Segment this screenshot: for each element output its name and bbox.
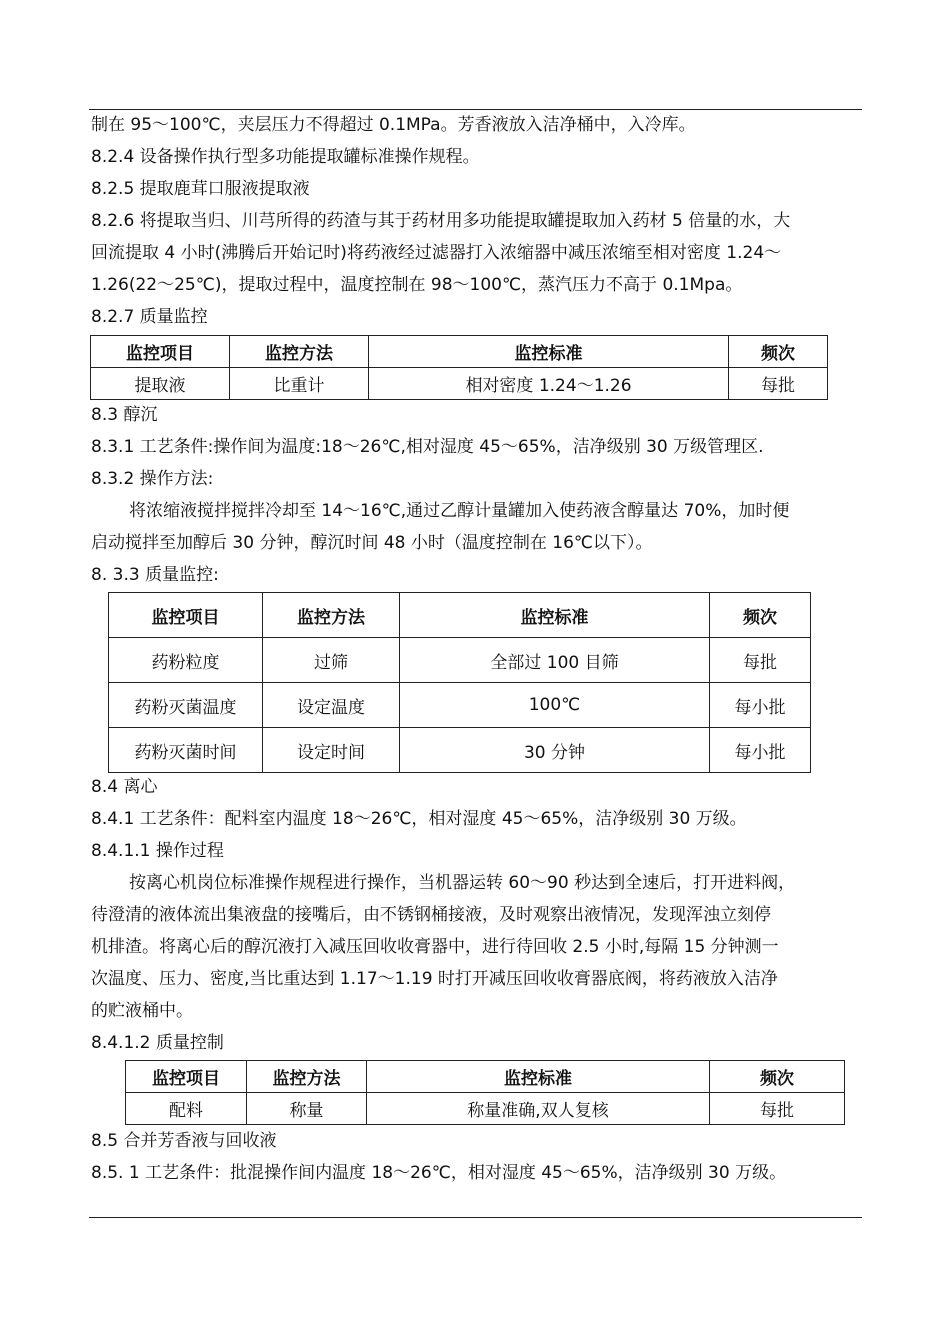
section-8-3-2: 8.3.2 操作方法: (91, 469, 214, 489)
table-cell: 100℃ (400, 683, 710, 728)
section-8-4-1-2: 8.4.1.2 质量控制 (91, 1033, 224, 1053)
section-8-4: 8.4 离心 (91, 777, 158, 797)
table-cell: 过筛 (263, 638, 400, 683)
table-cell: 每小批 (710, 728, 811, 773)
table-cell: 药粉粒度 (109, 638, 263, 683)
table-header: 频次 (710, 1061, 845, 1093)
quality-table-extract (90, 335, 828, 400)
table-header: 监控项目 (91, 336, 230, 368)
table-cell: 配料 (126, 1093, 247, 1125)
table-cell: 每小批 (710, 683, 811, 728)
table-cell: 药粉灭菌温度 (109, 683, 263, 728)
table-cell: 比重计 (230, 368, 369, 400)
table-header: 频次 (710, 593, 811, 638)
table-cell: 设定时间 (263, 728, 400, 773)
text-line: 待澄清的液体流出集液盘的接嘴后，由不锈钢桶接液，及时观察出液情况，发现浑浊立刻停 (91, 905, 771, 925)
table-cell: 提取液 (91, 368, 230, 400)
section-8-2-7: 8.2.7 质量监控 (91, 307, 208, 327)
section-8-3: 8.3 醇沉 (91, 405, 158, 425)
table-header: 监控方法 (230, 336, 369, 368)
table-header: 监控项目 (126, 1061, 247, 1093)
section-8-3-1: 8.3.1 工艺条件:操作间为温度:18～26℃,相对湿度 45～65%，洁净级别 30 万级管理区. (91, 437, 764, 457)
text-line: 按离心机岗位标准操作规程进行操作，当机器运转 60～90 秒达到全速后，打开进料阀， (129, 873, 796, 893)
table-cell: 设定温度 (263, 683, 400, 728)
table-cell: 药粉灭菌时间 (109, 728, 263, 773)
table-cell: 每批 (710, 1093, 845, 1125)
section-8-4-1-1: 8.4.1.1 操作过程 (91, 841, 224, 861)
table-header: 监控标准 (400, 593, 710, 638)
header-rule (89, 109, 862, 110)
section-8-4-1: 8.4.1 工艺条件：配料室内温度 18～26℃，相对湿度 45～65%，洁净级别 30 万级。 (91, 809, 747, 829)
section-8-2-4: 8.2.4 设备操作执行型多功能提取罐标准操作规程。 (91, 147, 480, 167)
table-cell: 称量 (247, 1093, 367, 1125)
table-cell: 30 分钟 (400, 728, 710, 773)
text-line: 制在 95～100℃，夹层压力不得超过 0.1MPa。芳香液放入洁净桶中，入冷库。 (91, 115, 696, 135)
text-line: 将浓缩液搅拌搅拌冷却至 14～16℃,通过乙醇计量罐加入使药液含醇量达 70%，加时便 (129, 501, 790, 521)
section-8-5: 8.5 合并芳香液与回收液 (91, 1131, 277, 1151)
table-cell: 每批 (710, 638, 811, 683)
text-line: 1.26(22～25℃)，提取过程中，温度控制在 98～100℃，蒸汽压力不高于 0.1Mpa。 (91, 275, 743, 295)
table-header: 监控方法 (247, 1061, 367, 1093)
table-header: 频次 (729, 336, 828, 368)
section-8-2-5: 8.2.5 提取鹿茸口服液提取液 (91, 179, 310, 199)
text-line: 启动搅拌至加醇后 30 分钟，醇沉时间 48 小时（温度控制在 16℃以下）。 (91, 533, 653, 553)
section-8-3-3: 8. 3.3 质量监控: (91, 565, 219, 585)
section-8-2-6: 8.2.6 将提取当归、川芎所得的药渣与其于药材用多功能提取罐提取加入药材 5 倍量的水，大 (91, 211, 791, 231)
table-cell: 相对密度 1.24～1.26 (369, 368, 729, 400)
table-header: 监控方法 (263, 593, 400, 638)
section-8-5-1: 8.5. 1 工艺条件：批混操作间内温度 18～26℃，相对湿度 45～65%，洁净级别 30 万级。 (91, 1163, 787, 1183)
quality-table-powder (108, 592, 811, 773)
table-cell: 称量准确,双人复核 (367, 1093, 710, 1125)
text-line: 回流提取 4 小时(沸腾后开始记时)将药液经过滤器打入浓缩器中减压浓缩至相对密度 1.24～ (91, 243, 782, 263)
text-line: 的贮液桶中。 (91, 1001, 193, 1021)
text-line: 机排渣。将离心后的醇沉液打入减压回收收膏器中，进行待回收 2.5 小时,每隔 15 分钟测一 (91, 937, 779, 957)
text-line: 次温度、压力、密度,当比重达到 1.17～1.19 时打开减压回收收膏器底阀，将药液放入洁净 (91, 969, 778, 989)
table-header: 监控标准 (367, 1061, 710, 1093)
footer-rule (89, 1217, 862, 1218)
quality-table-batching (125, 1060, 845, 1125)
table-header: 监控项目 (109, 593, 263, 638)
table-header: 监控标准 (369, 336, 729, 368)
table-cell: 全部过 100 目筛 (400, 638, 710, 683)
table-cell: 每批 (729, 368, 828, 400)
